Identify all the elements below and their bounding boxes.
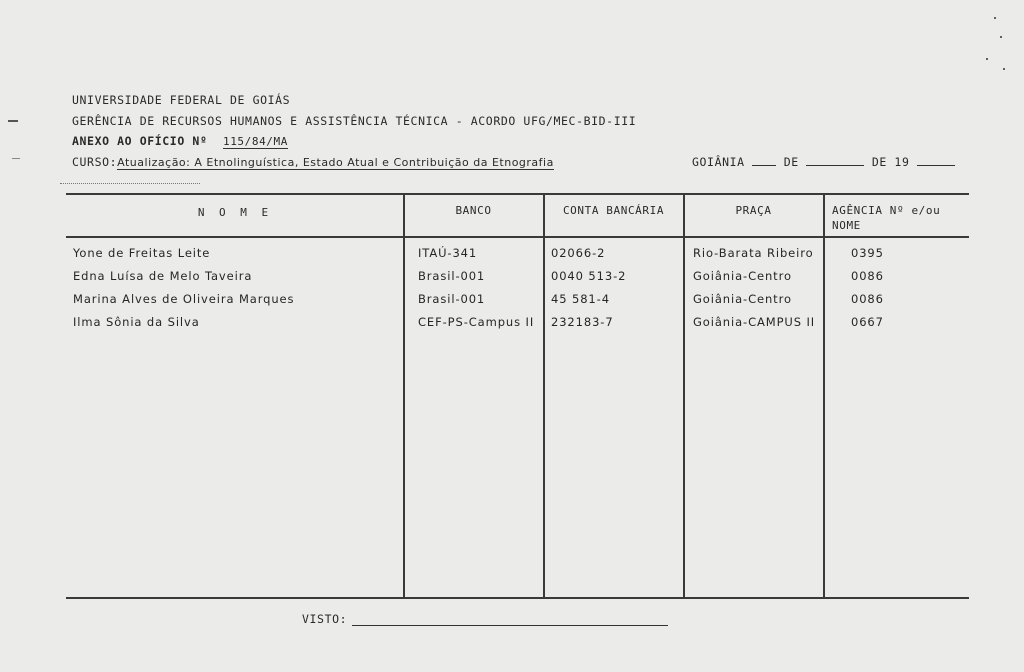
table-row-banco: ITAÚ-341 xyxy=(418,246,478,260)
university-name: UNIVERSIDADE FEDERAL DE GOIÁS xyxy=(72,93,291,107)
date-de-label: DE xyxy=(783,155,799,169)
margin-mark xyxy=(8,120,18,122)
course-line xyxy=(72,155,554,169)
table-row-conta: 02066-2 xyxy=(551,246,606,260)
annex-line xyxy=(72,134,288,149)
table-row-praca: Goiânia-CAMPUS II xyxy=(693,315,816,329)
table-row-agencia: 0667 xyxy=(851,315,884,329)
table-row-agencia: 0086 xyxy=(851,269,884,283)
table-header-border xyxy=(66,236,969,238)
col-header-praca: PRAÇA xyxy=(735,204,772,217)
col-divider-conta xyxy=(543,193,545,597)
table-row-conta: 0040 513-2 xyxy=(551,269,627,283)
city-date-line xyxy=(692,155,955,169)
visto-signature-line xyxy=(352,625,668,626)
department-line: GERÊNCIA DE RECURSOS HUMANOS E ASSISTÊNCIA TÉCNICA - ACORDO UFG/MEC-BID-III xyxy=(72,114,637,128)
speck xyxy=(1003,68,1005,70)
col-divider-praca xyxy=(683,193,685,597)
visto-label: VISTO: xyxy=(302,612,348,626)
table-row-conta: 45 581-4 xyxy=(551,292,610,306)
course-label: CURSO: xyxy=(72,155,118,169)
table-top-border xyxy=(66,193,969,195)
year-label: DE 19 xyxy=(871,155,910,169)
city-label: GOIÂNIA xyxy=(692,155,745,169)
margin-mark xyxy=(12,158,20,159)
col-header-nome: N O M E xyxy=(197,206,273,219)
table-row-agencia: 0086 xyxy=(851,292,884,306)
table-row-praca: Goiânia-Centro xyxy=(693,292,792,306)
course-value: Atualização: A Etnolinguística, Estado Atual e Contribuição da Etnografia xyxy=(117,156,554,169)
table-row-nome: Yone de Freitas Leite xyxy=(73,246,211,260)
col-header-banco: BANCO xyxy=(455,204,492,217)
col-divider-agencia xyxy=(823,193,825,597)
table-row-agencia: 0395 xyxy=(851,246,884,260)
speck xyxy=(994,17,996,19)
dotted-rule xyxy=(60,183,200,184)
table-row-banco: CEF-PS-Campus II xyxy=(418,315,535,329)
col-header-agencia-nome: NOME xyxy=(832,219,861,232)
col-divider-banco xyxy=(403,193,405,597)
table-row-banco: Brasil-001 xyxy=(418,292,486,306)
col-header-agencia: AGÊNCIA Nº e/ou xyxy=(832,204,941,217)
table-row-nome: Edna Luísa de Melo Taveira xyxy=(73,269,253,283)
table-row-nome: Ilma Sônia da Silva xyxy=(73,315,200,329)
annex-label: ANEXO AO OFÍCIO Nº xyxy=(72,134,208,148)
table-row-banco: Brasil-001 xyxy=(418,269,486,283)
col-header-conta: CONTA BANCÁRIA xyxy=(562,204,665,217)
annex-number: 115/84/MA xyxy=(222,135,288,148)
table-row-praca: Rio-Barata Ribeiro xyxy=(693,246,814,260)
table-row-conta: 232183-7 xyxy=(551,315,614,329)
table-row-nome: Marina Alves de Oliveira Marques xyxy=(73,292,295,306)
speck xyxy=(1000,36,1002,38)
table-bottom-border xyxy=(66,597,969,599)
speck xyxy=(986,58,988,60)
table-row-praca: Goiânia-Centro xyxy=(693,269,792,283)
